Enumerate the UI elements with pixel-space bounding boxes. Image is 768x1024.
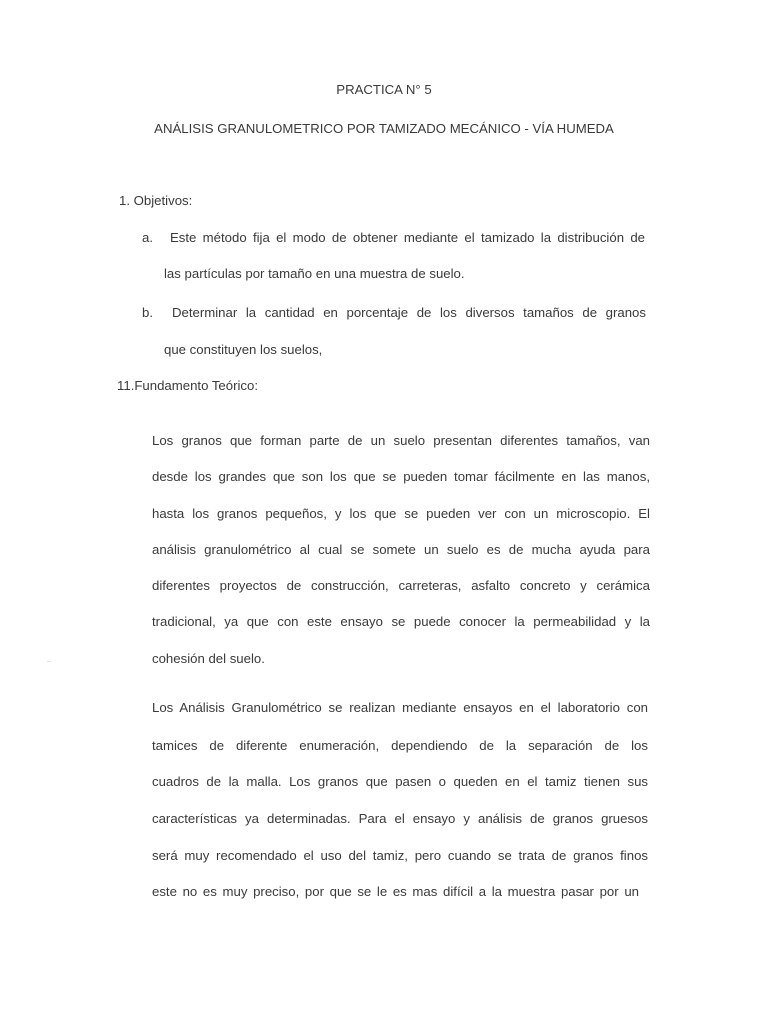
paragraph-line: este no es muy preciso, por que se le es mas difícil a la muestra pasar por un [152, 884, 639, 899]
practice-number: PRACTICA N° 5 [336, 82, 432, 97]
paragraph-line: Los Análisis Granulométrico se realizan mediante ensayos en el laboratorio con [152, 700, 648, 715]
paragraph-line: tradicional, ya que con este ensayo se puede conocer la permeabilidad y la [152, 614, 650, 629]
paragraph-line: tamices de diferente enumeración, dependiendo de la separación de los [152, 738, 648, 753]
objective-a-line-2: las partículas por tamaño en una muestra de suelo. [164, 266, 465, 281]
document-title: ANÁLISIS GRANULOMETRICO POR TAMIZADO MECÁNICO - VÍA HUMEDA [154, 121, 614, 136]
objective-a-line-1: Este método fija el modo de obtener mediante el tamizado la distribución de [170, 230, 645, 245]
objective-b-line-1: Determinar la cantidad en porcentaje de los diversos tamaños de granos [172, 305, 646, 320]
paragraph-line: Los granos que forman parte de un suelo presentan diferentes tamaños, van [152, 433, 650, 448]
margin-mark: .. [47, 657, 51, 664]
section-objectives-heading: 1. Objetivos: [119, 193, 193, 208]
list-marker-b: b. [142, 305, 153, 320]
paragraph-line: cuadros de la malla. Los granos que pasen o queden en el tamiz tienen sus [152, 774, 648, 789]
paragraph-line: desde los grandes que son los que se pueden tomar fácilmente en las manos, [152, 469, 650, 484]
paragraph-line: será muy recomendado el uso del tamiz, pero cuando se trata de granos finos [152, 848, 648, 863]
paragraph-line: cohesión del suelo. [152, 651, 265, 666]
section-theory-heading: 11.Fundamento Teórico: [117, 378, 258, 393]
list-marker-a: a. [142, 230, 153, 245]
objective-b-line-2: que constituyen los suelos, [164, 342, 323, 357]
paragraph-line: diferentes proyectos de construcción, carreteras, asfalto concreto y cerámica [152, 578, 650, 593]
paragraph-line: análisis granulométrico al cual se somete un suelo es de mucha ayuda para [152, 542, 650, 557]
paragraph-line: características ya determinadas. Para el ensayo y análisis de granos gruesos [152, 811, 648, 826]
paragraph-line: hasta los granos pequeños, y los que se pueden ver con un microscopio. El [152, 506, 650, 521]
